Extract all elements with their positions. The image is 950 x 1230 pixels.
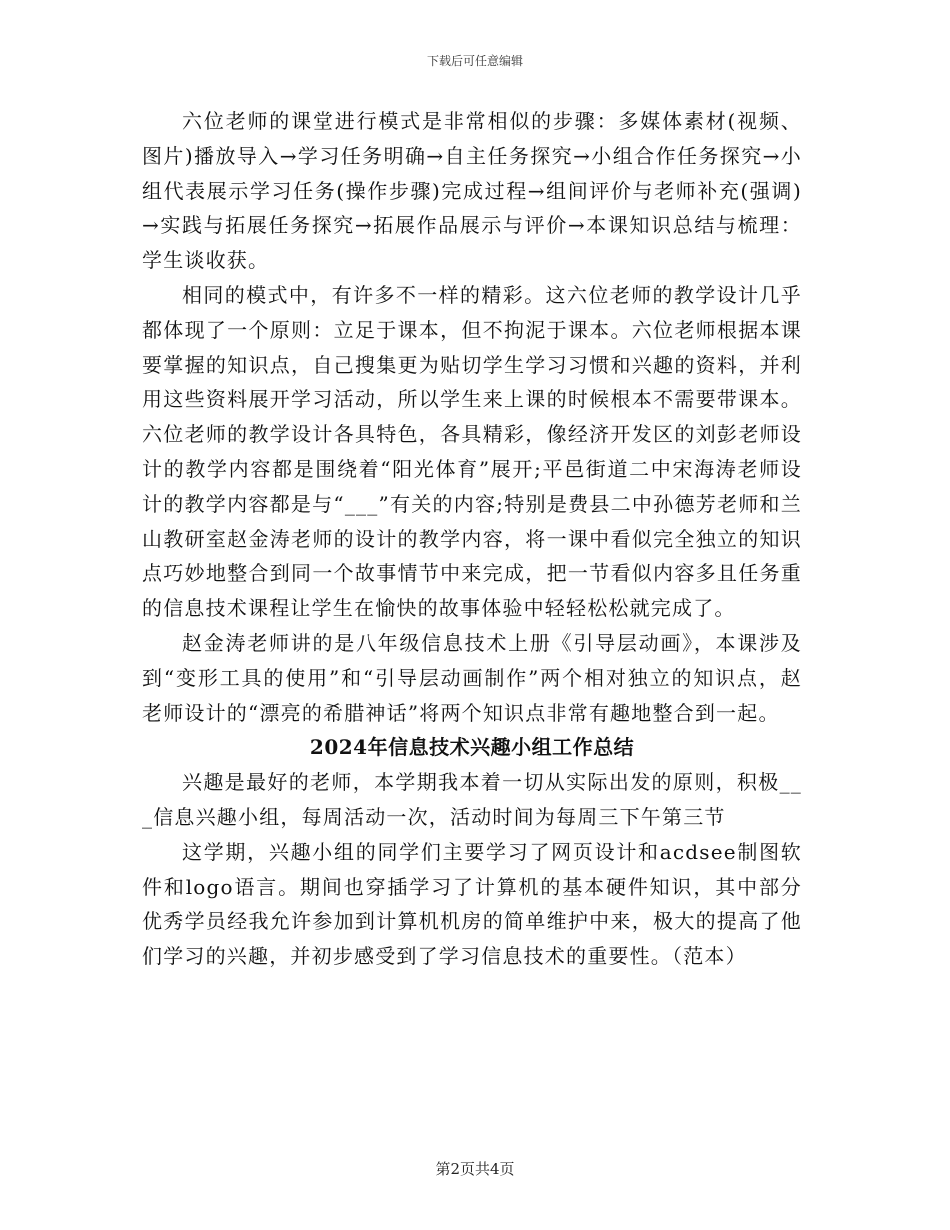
page-footer: 第2页共4页	[435, 1160, 515, 1178]
paragraph-interest-group: 兴趣是最好的老师，本学期我本着一切从实际出发的原则，积极___信息兴趣小组，每周活动一次，活动时间为每周三下午第三节	[142, 770, 802, 829]
paragraph-teaching-design: 相同的模式中，有许多不一样的精彩。这六位老师的教学设计几乎都体现了一个原则：立足于课本，但不拘泥于课本。六位老师根据本课要掌握的知识点，自己搜集更为贴切学生学习习惯和兴趣的资料，并利用这些资料展开学习活动，所以学生来上课的时候根本不需要带课本。六位老师的教学设计各具特色，各具精彩，像经济开发区的刘彭老师设计的教学内容都是围绕着“阳光体育”展开;平邑街道二中宋海涛老师设计的教学内容都是与“___”有关的内容;特别是费县二中孙德芳老师和兰山教研室赵金涛老师的设计的教学内容，将一课中看似完全独立的知识点巧妙地整合到同一个故事情节中来完成，把一节看似内容多且任务重的信息技术课程让学生在愉快的故事体验中轻轻松松就完成了。	[142, 282, 802, 621]
paragraph-classroom-mode: 六位老师的课堂进行模式是非常相似的步骤：多媒体素材(视频、图片)播放导入→学习任务明确→自主任务探究→小组合作任务探究→小组代表展示学习任务(操作步骤)完成过程→组间评价与老师补充(强调)→实践与拓展任务探究→拓展作品展示与评价→本课知识总结与梳理：学生谈收获。	[142, 109, 802, 273]
section-title: 2024年信息技术兴趣小组工作总结	[309, 735, 635, 760]
document-body	[142, 104, 802, 974]
paragraph-semester-study: 这学期，兴趣小组的同学们主要学习了网页设计和acdsee制图软件和logo语言。期间也穿插学习了计算机的基本硬件知识，其中部分优秀学员经我允许参加到计算机机房的简单维护中来，极大的提高了他们学习的兴趣，并初步感受到了学习信息技术的重要性。（范本）	[142, 839, 802, 969]
page-header: 下载后可任意编辑	[426, 54, 523, 68]
paragraph-zhao-lesson: 赵金涛老师讲的是八年级信息技术上册《引导层动画》，本课涉及到“变形工具的使用”和“引导层动画制作”两个相对独立的知识点，赵老师设计的“漂亮的希腊神话”将两个知识点非常有趣地整合到一起。	[142, 630, 802, 725]
